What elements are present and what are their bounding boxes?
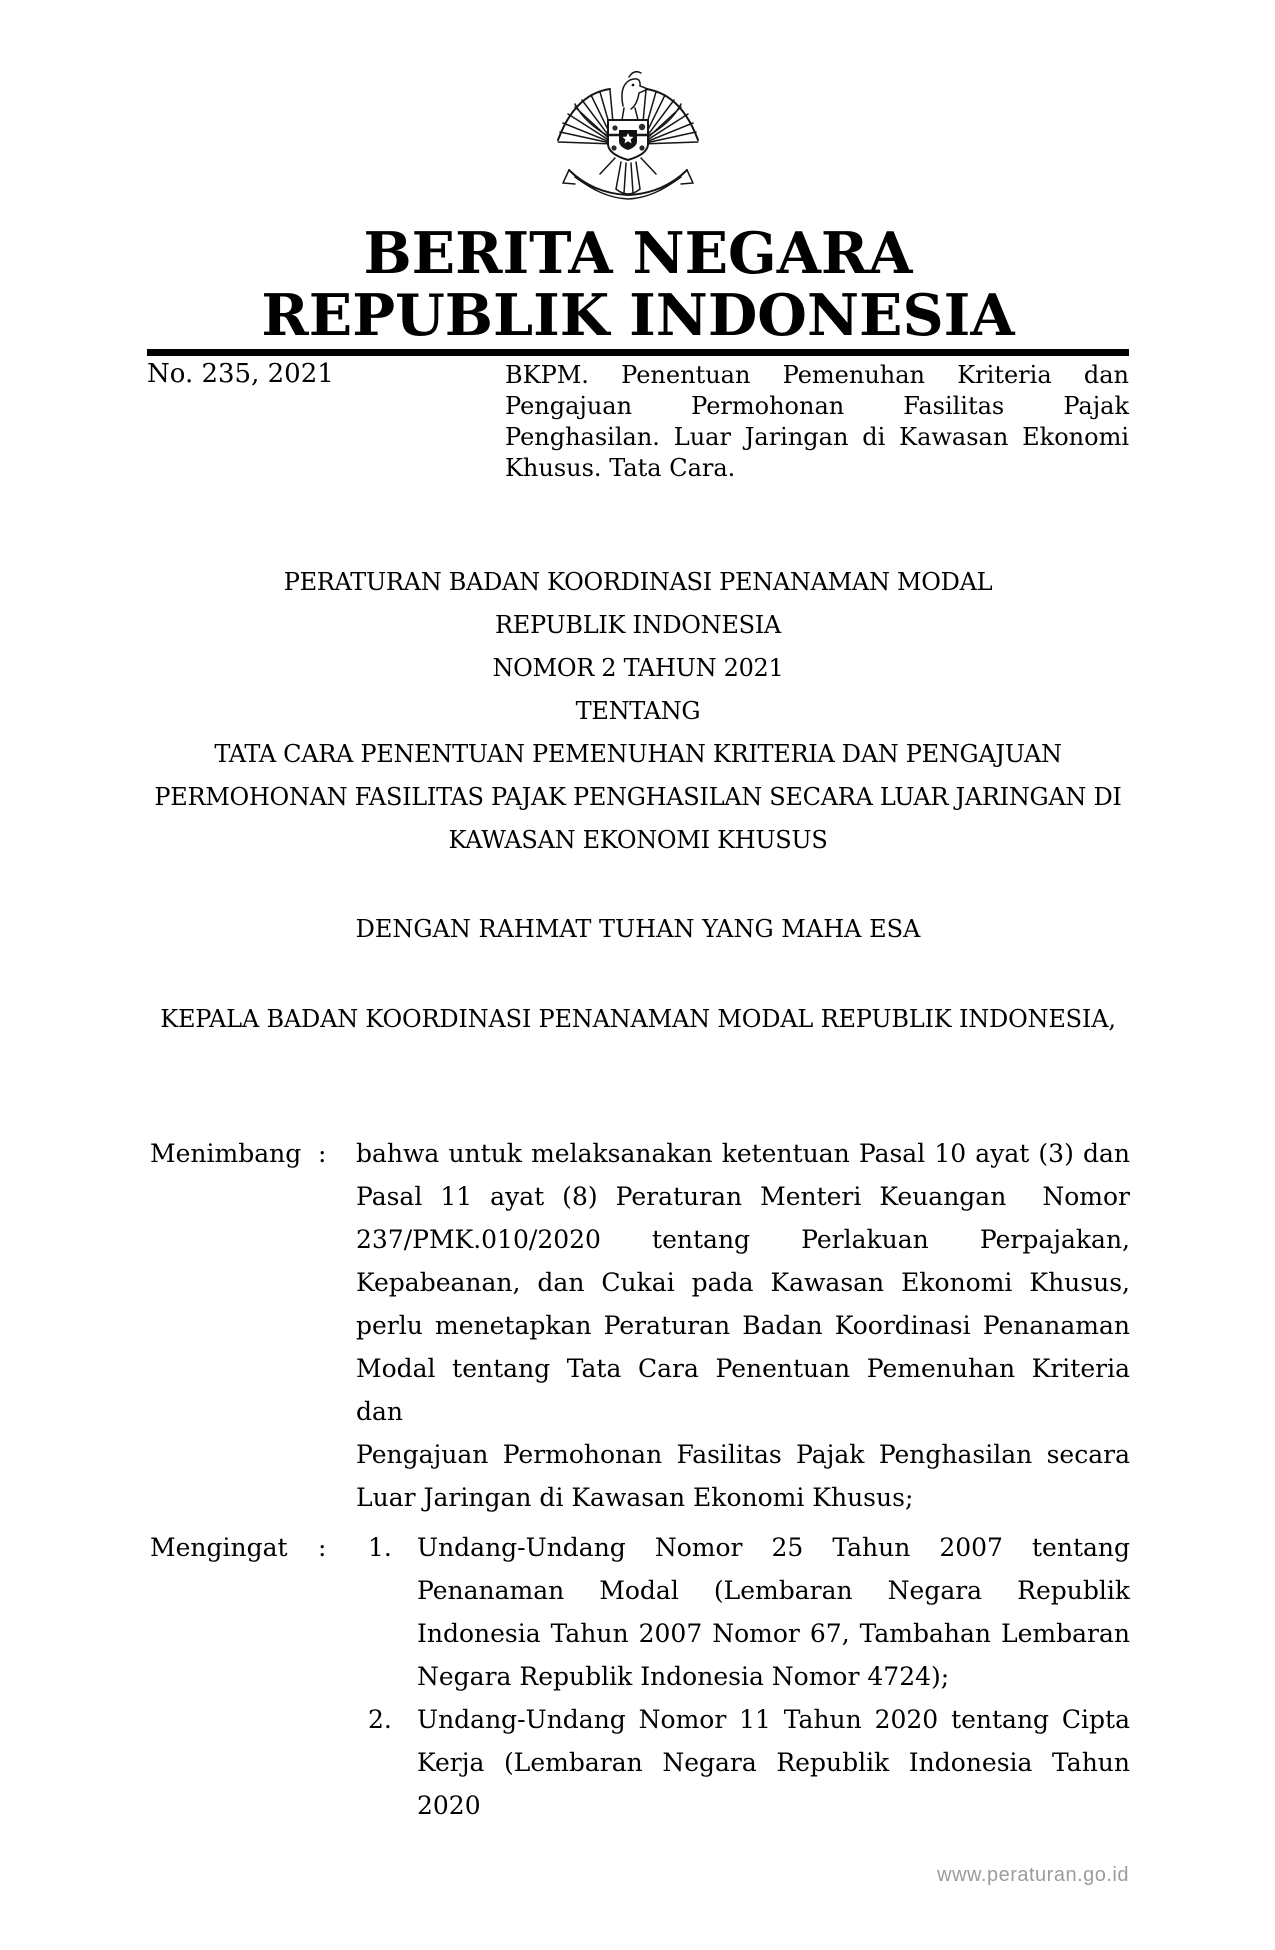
abstract: [505, 360, 1129, 484]
citing-line: Indonesia Tahun 2007 Nomor 67, Tambahan Lembaran: [417, 1619, 1130, 1648]
invocation: DENGAN RAHMAT TUHAN YANG MAHA ESA: [355, 915, 921, 943]
considering-colon: :: [318, 1139, 327, 1168]
regulation-title-line: TATA CARA PENENTUAN PEMENUHAN KRITERIA DAN PENGAJUAN: [214, 740, 1062, 768]
footer-watermark: www.peraturan.go.id: [937, 1864, 1129, 1886]
citing-colon: :: [318, 1533, 327, 1562]
abstract-line: BKPM. Penentuan Pemenuhan Kriteria dan: [505, 361, 1129, 389]
citing-label: Mengingat: [150, 1533, 288, 1562]
considering-line: Pengajuan Permohonan Fasilitas Pajak Penghasilan secara: [356, 1440, 1130, 1469]
citing-line: Negara Republik Indonesia Nomor 4724);: [417, 1662, 950, 1691]
considering-label: Menimbang: [150, 1139, 302, 1168]
regulation-title-line: KAWASAN EKONOMI KHUSUS: [448, 826, 828, 854]
considering-line: 237/PMK.010/2020 tentang Perlakuan Perpajakan,: [356, 1225, 1130, 1254]
regulation-title-line: NOMOR 2 TAHUN 2021: [492, 654, 784, 682]
citing-line: Undang-Undang Nomor 25 Tahun 2007 tentang: [417, 1533, 1130, 1562]
masthead-line2: REPUBLIK INDONESIA: [261, 282, 1015, 349]
considering-line: Kepabeanan, dan Cukai pada Kawasan Ekonomi Khusus,: [356, 1268, 1130, 1297]
masthead-line1: BERITA NEGARA: [363, 220, 913, 287]
header-rule: [147, 349, 1129, 356]
regulation-title-line: TENTANG: [575, 697, 701, 725]
abstract-line: Khusus. Tata Cara.: [505, 454, 736, 482]
citing-line: Undang-Undang Nomor 11 Tahun 2020 tentang Cipta: [417, 1705, 1130, 1734]
gazette-number: No. 235, 2021: [147, 359, 334, 389]
regulation-title-line: REPUBLIK INDONESIA: [495, 611, 781, 639]
citing-line: Penanaman Modal (Lembaran Negara Republik: [417, 1576, 1130, 1605]
citing-line: Kerja (Lembaran Negara Republik Indonesia Tahun 2020: [417, 1748, 1130, 1820]
citing-item-number: 2.: [368, 1705, 392, 1734]
regulation-title-line: PERMOHONAN FASILITAS PAJAK PENGHASILAN SECARA LUAR JARINGAN DI: [154, 783, 1122, 811]
considering-line: Modal tentang Tata Cara Penentuan Pemenuhan Kriteria dan: [356, 1354, 1130, 1426]
considering-line: Luar Jaringan di Kawasan Ekonomi Khusus;: [356, 1483, 914, 1512]
considering-line: Pasal 11 ayat (8) Peraturan Menteri Keuangan Nomor: [356, 1182, 1130, 1211]
citing-item-number: 1.: [368, 1533, 392, 1562]
abstract-line: Penghasilan. Luar Jaringan di Kawasan Ekonomi: [505, 423, 1129, 451]
regulation-title-line: PERATURAN BADAN KOORDINASI PENANAMAN MODAL: [283, 568, 993, 596]
official-heading: KEPALA BADAN KOORDINASI PENANAMAN MODAL REPUBLIK INDONESIA,: [160, 1005, 1116, 1033]
considering-line: perlu menetapkan Peraturan Badan Koordinasi Penanaman: [356, 1311, 1130, 1340]
masthead: [147, 220, 1129, 349]
garuda-emblem-icon: [553, 62, 703, 210]
abstract-line: Pengajuan Permohonan Fasilitas Pajak: [505, 392, 1129, 420]
citing-item-text: [417, 1526, 1130, 1698]
citing-item-text: [417, 1698, 1130, 1827]
considering-text: [356, 1132, 1130, 1519]
regulation-title: [147, 561, 1129, 862]
considering-line: bahwa untuk melaksanakan ketentuan Pasal 10 ayat (3) dan: [356, 1139, 1130, 1168]
